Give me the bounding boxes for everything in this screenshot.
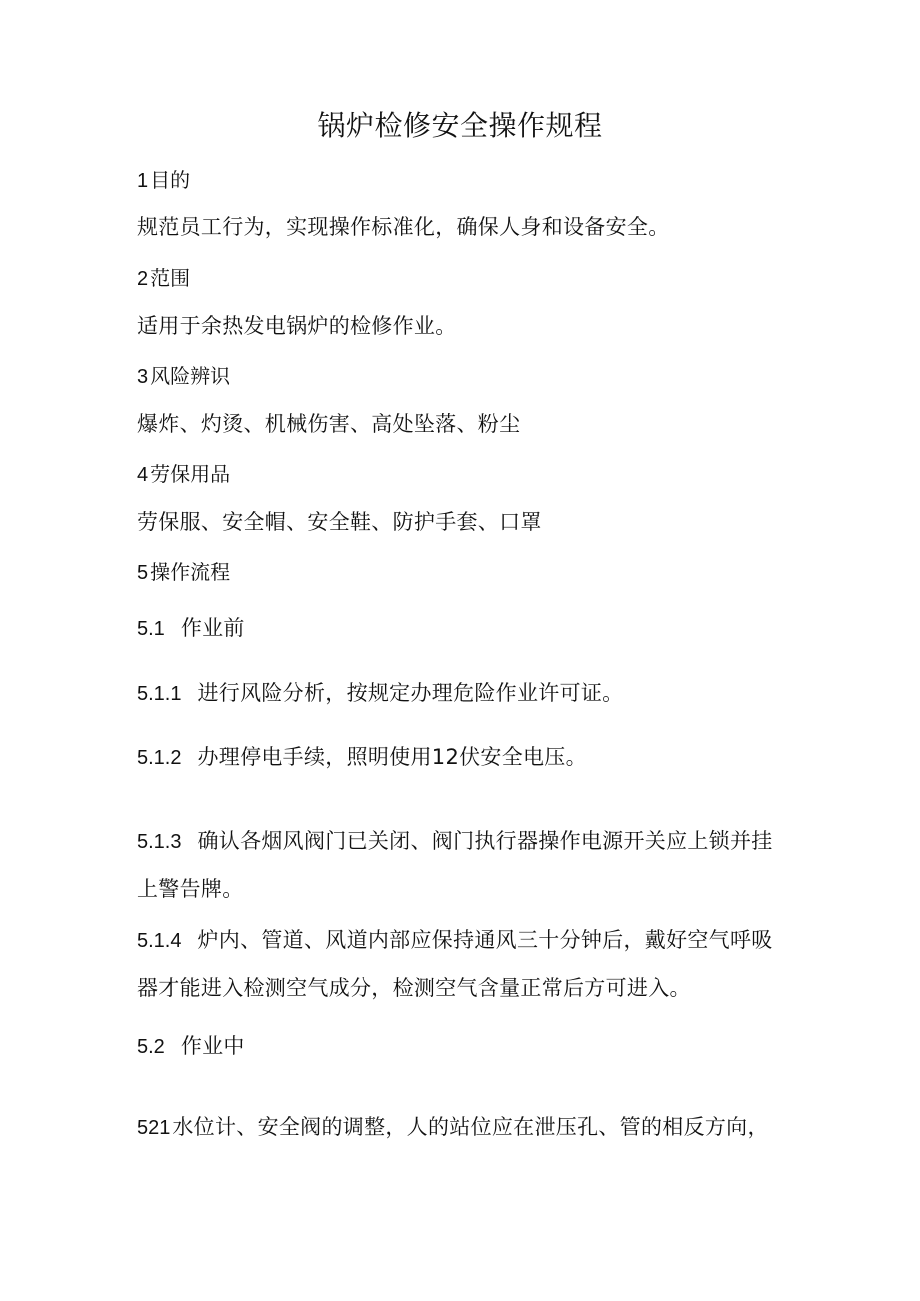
section-heading-3 xyxy=(137,366,230,387)
subsection-number: 5.2 xyxy=(137,1036,165,1058)
subsection-5-2-1 xyxy=(137,1117,769,1138)
section-heading-5 xyxy=(137,562,230,583)
subsection-number: 5.1.1 xyxy=(137,683,182,705)
subsection-5-1-3 xyxy=(137,831,773,852)
subsection-number: 5.1.3 xyxy=(137,831,182,853)
subsection-text: 炉内、管道、风道内部应保持通风三十分钟后，戴好空气呼吸 xyxy=(197,928,773,952)
section-body-2: 适用于余热发电锅炉的检修作业。 xyxy=(137,314,457,338)
section-title: 目的 xyxy=(150,168,191,192)
section-heading-1 xyxy=(137,170,190,191)
subsection-text: 办理停电手续，照明使用12伏安全电压。 xyxy=(197,745,587,769)
subsection-5-1-2 xyxy=(137,747,587,768)
section-title: 风险辨识 xyxy=(150,364,231,388)
subsection-text: 作业前 xyxy=(180,616,245,640)
section-heading-4 xyxy=(137,464,230,485)
section-heading-2 xyxy=(137,268,190,289)
section-number: 5 xyxy=(137,562,149,584)
section-title: 劳保用品 xyxy=(150,462,231,486)
subsection-number: 5.1 xyxy=(137,618,165,640)
section-number: 3 xyxy=(137,366,149,388)
subsection-text: 确认各烟风阀门已关闭、阀门执行器操作电源开关应上锁并挂 xyxy=(197,829,773,853)
subsection-5-1-4-continuation: 器才能进入检测空气成分，检测空气含量正常后方可进入。 xyxy=(137,976,691,1000)
subsection-5-1-4 xyxy=(137,930,773,951)
subsection-5-2 xyxy=(137,1036,245,1057)
subsection-text: 水位计、安全阀的调整，人的站位应在泄压孔、管的相反方向， xyxy=(172,1115,769,1139)
subsection-number: 5.1.4 xyxy=(137,930,182,952)
subsection-text: 作业中 xyxy=(180,1034,245,1058)
subsection-text: 进行风险分析，按规定办理危险作业许可证。 xyxy=(197,681,624,705)
subsection-number: 5.1.2 xyxy=(137,747,182,769)
section-body-3: 爆炸、灼烫、机械伤害、高处坠落、粉尘 xyxy=(137,412,521,436)
document-title: 锅炉检修安全操作规程 xyxy=(317,109,603,142)
section-number: 1 xyxy=(137,170,149,192)
subsection-5-1-3-continuation: 上警告牌。 xyxy=(137,877,244,901)
subsection-5-1-1 xyxy=(137,683,623,704)
section-body-4: 劳保服、安全帽、安全鞋、防护手套、口罩 xyxy=(137,510,542,534)
section-body-1: 规范员工行为，实现操作标准化，确保人身和设备安全。 xyxy=(137,215,670,239)
section-title: 范围 xyxy=(150,266,191,290)
subsection-5-1 xyxy=(137,618,245,639)
section-number: 2 xyxy=(137,268,149,290)
subsection-number: 521 xyxy=(137,1117,171,1139)
section-title: 操作流程 xyxy=(150,560,231,584)
section-number: 4 xyxy=(137,464,149,486)
